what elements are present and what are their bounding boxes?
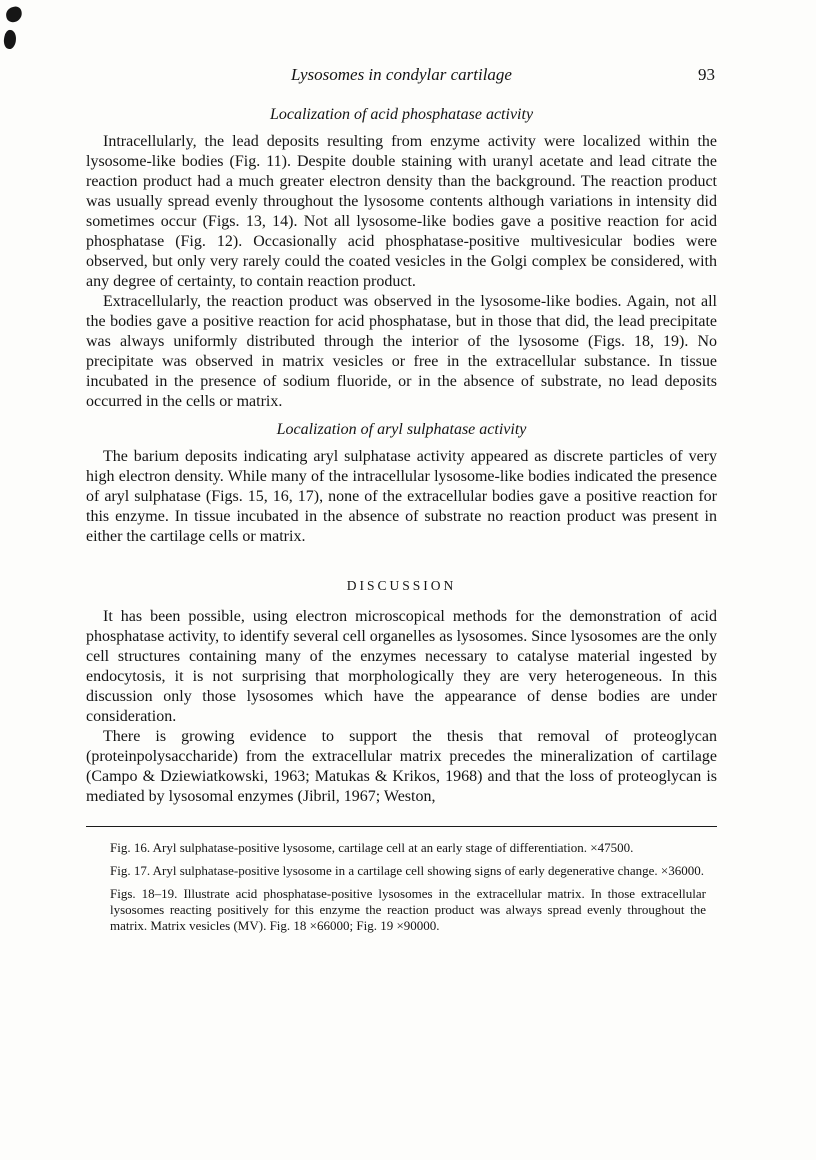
paragraph-acid-phosphatase-1: Intracellularly, the lead deposits resulting from enzyme activity were localized within the lysosome-like bodies (Fig. 11). Despite double staining with uranyl acetate and lead citrate the reaction product had a much greater electron density than the background. The reaction product was usually spread evenly throughout the lysosome contents although variations in intensity did sometimes occur (Figs. 13, 14). Not all lysosome-like bodies gave a positive reaction for acid phosphatase (Fig. 12). Occasionally acid phosphatase-positive multivesicular bodies were observed, but only very rarely could the coated vesicles in the Golgi complex be considered, with any degree of certainty, to contain reaction product. <box>86 133 717 290</box>
paragraph-aryl-sulphatase-1: The barium deposits indicating aryl sulphatase activity appeared as discrete particles of very high electron density. While many of the intracellular lysosome-like bodies indicated the presence of aryl sulphatase (Figs. 15, 16, 17), none of the extracellular bodies gave a positive reaction for this enzyme. In tissue incubated in the absence of substrate no reaction product was present in either the cartilage cells or matrix. <box>86 448 717 545</box>
caption-divider-rule <box>86 826 717 827</box>
section-heading-discussion: DISCUSSION <box>346 578 457 593</box>
section-heading-acid-phosphatase: Localization of acid phosphatase activity <box>269 106 534 123</box>
paragraph-acid-phosphatase-2: Extracellularly, the reaction product was observed in the lysosome-like bodies. Again, not all the bodies gave a positive reaction for acid phosphatase, but in those that did, the lead precipitate was always uniformly distributed through the interior of the lysosome (Figs. 18, 19). No precipitate was observed in matrix vesicles or free in the extracellular substance. In tissue incubated in the presence of sodium fluoride, or in the absence of substrate, no lead deposits occurred in the cells or matrix. <box>86 293 717 410</box>
scan-artifact <box>4 5 23 23</box>
caption-text: Aryl sulphatase-positive lysosome, cartilage cell at an early stage of differentiation. ×47500. <box>152 840 634 855</box>
paragraph-discussion-1: It has been possible, using electron microscopical methods for the demonstration of acid phosphatase activity, to identify several cell organelles as lysosomes. Since lysosomes are the only cell structures containing many of the enzymes necessary to catalyse material ingested by endocytosis, it is not surprising that morphologically they are very heterogeneous. In this discussion only those lysosomes which have the appearance of dense bodies are under consideration. <box>86 608 717 725</box>
page-number: 93 <box>698 65 715 84</box>
paragraph-discussion-2: There is growing evidence to support the thesis that removal of proteoglycan (proteinpolysaccharide) from the extracellular matrix precedes the mineralization of cartilage (Campo & Dziewiatkowski, 1963; Matukas & Krikos, 1968) and that the loss of proteoglycan is mediated by lysosomal enzymes (Jibril, 1967; Weston, <box>86 728 717 805</box>
section-heading-aryl-sulphatase: Localization of aryl sulphatase activity <box>276 421 527 438</box>
figure-caption-16 <box>110 840 706 856</box>
document-page <box>86 64 717 941</box>
figure-caption-17 <box>110 863 706 879</box>
figure-caption-18-19 <box>110 886 706 934</box>
scan-artifact <box>3 29 18 50</box>
caption-label: Fig. 16. <box>110 840 151 855</box>
caption-label: Fig. 17. <box>110 863 151 878</box>
running-head: Lysosomes in condylar cartilage <box>291 65 512 84</box>
caption-label: Figs. 18–19. <box>110 886 178 901</box>
figure-captions <box>86 840 717 934</box>
caption-text: Aryl sulphatase-positive lysosome in a cartilage cell showing signs of early degenerative change. ×36000. <box>152 863 705 878</box>
caption-text: Illustrate acid phosphatase-positive lysosomes in the extracellular matrix. In those extracellular lysosomes reacting positively for this enzyme the reaction product was always spread evenly throughout the matrix. Matrix vesicles (MV). Fig. 18 ×66000; Fig. 19 ×90000. <box>110 886 707 933</box>
page-header <box>86 64 717 85</box>
